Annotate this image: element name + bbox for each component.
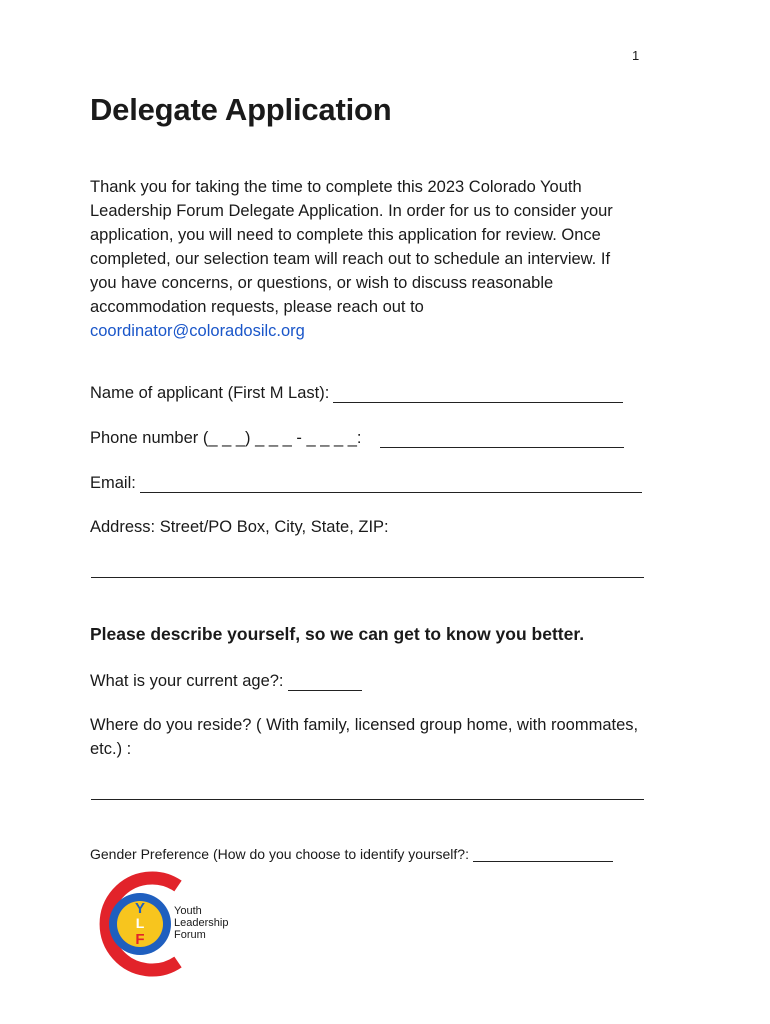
logo-letter-y: Y [134,900,146,917]
reside-label-line2: etc.) : [90,740,132,758]
ylf-logo-graphic [90,868,240,980]
name-field [90,384,623,403]
phone-label: Phone number (_ _ _) _ _ _ - _ _ _ _: [90,429,362,447]
address-label: Address: Street/PO Box, City, State, ZIP: [90,518,389,536]
coordinator-email-link[interactable]: coordinator@coloradosilc.org [90,322,305,340]
intro-line: accommodation requests, please reach out to [90,298,424,316]
email-blank[interactable] [140,478,642,493]
intro-line: completed, our selection team will reach out to schedule an interview. If [90,250,611,268]
gender-label: Gender Preference (How do you choose to identify yourself?: [90,846,469,862]
logo-letter-l: L [135,915,145,931]
address-field [90,518,389,537]
section-heading: Please describe yourself, so we can get to know you better. [90,624,585,644]
intro-line: Thank you for taking the time to complete this 2023 Colorado Youth [90,178,582,196]
ylf-logo [90,868,240,980]
reside-label-line1: Where do you reside? ( With family, licensed group home, with roommates, [90,716,639,734]
logo-word-youth: Youth [174,905,202,917]
gender-blank[interactable] [473,849,613,862]
page-number: 1 [632,48,640,63]
address-blank[interactable] [91,577,644,578]
logo-word-leadership: Leadership [174,917,229,929]
name-blank[interactable] [333,388,623,403]
gender-field [90,846,613,862]
age-field [90,672,362,691]
phone-blank[interactable] [380,433,624,448]
intro-line: you have concerns, or questions, or wish to discuss reasonable [90,274,554,292]
email-field [90,474,642,493]
phone-field [90,429,624,448]
name-label: Name of applicant (First M Last): [90,384,330,402]
email-label: Email: [90,474,136,492]
age-label: What is your current age?: [90,672,284,690]
logo-letter-f: F [135,931,145,948]
intro-line: application, you will need to complete this application for review. Once [90,226,601,244]
reside-question [90,716,638,735]
intro-line: Leadership Forum Delegate Application. In order for us to consider your [90,202,613,220]
intro-paragraph [90,175,670,343]
reside-question-cont [90,740,131,759]
logo-word-forum: Forum [174,929,206,941]
age-blank[interactable] [288,676,362,691]
reside-blank[interactable] [91,799,644,800]
page-title: Delegate Application [90,92,392,127]
